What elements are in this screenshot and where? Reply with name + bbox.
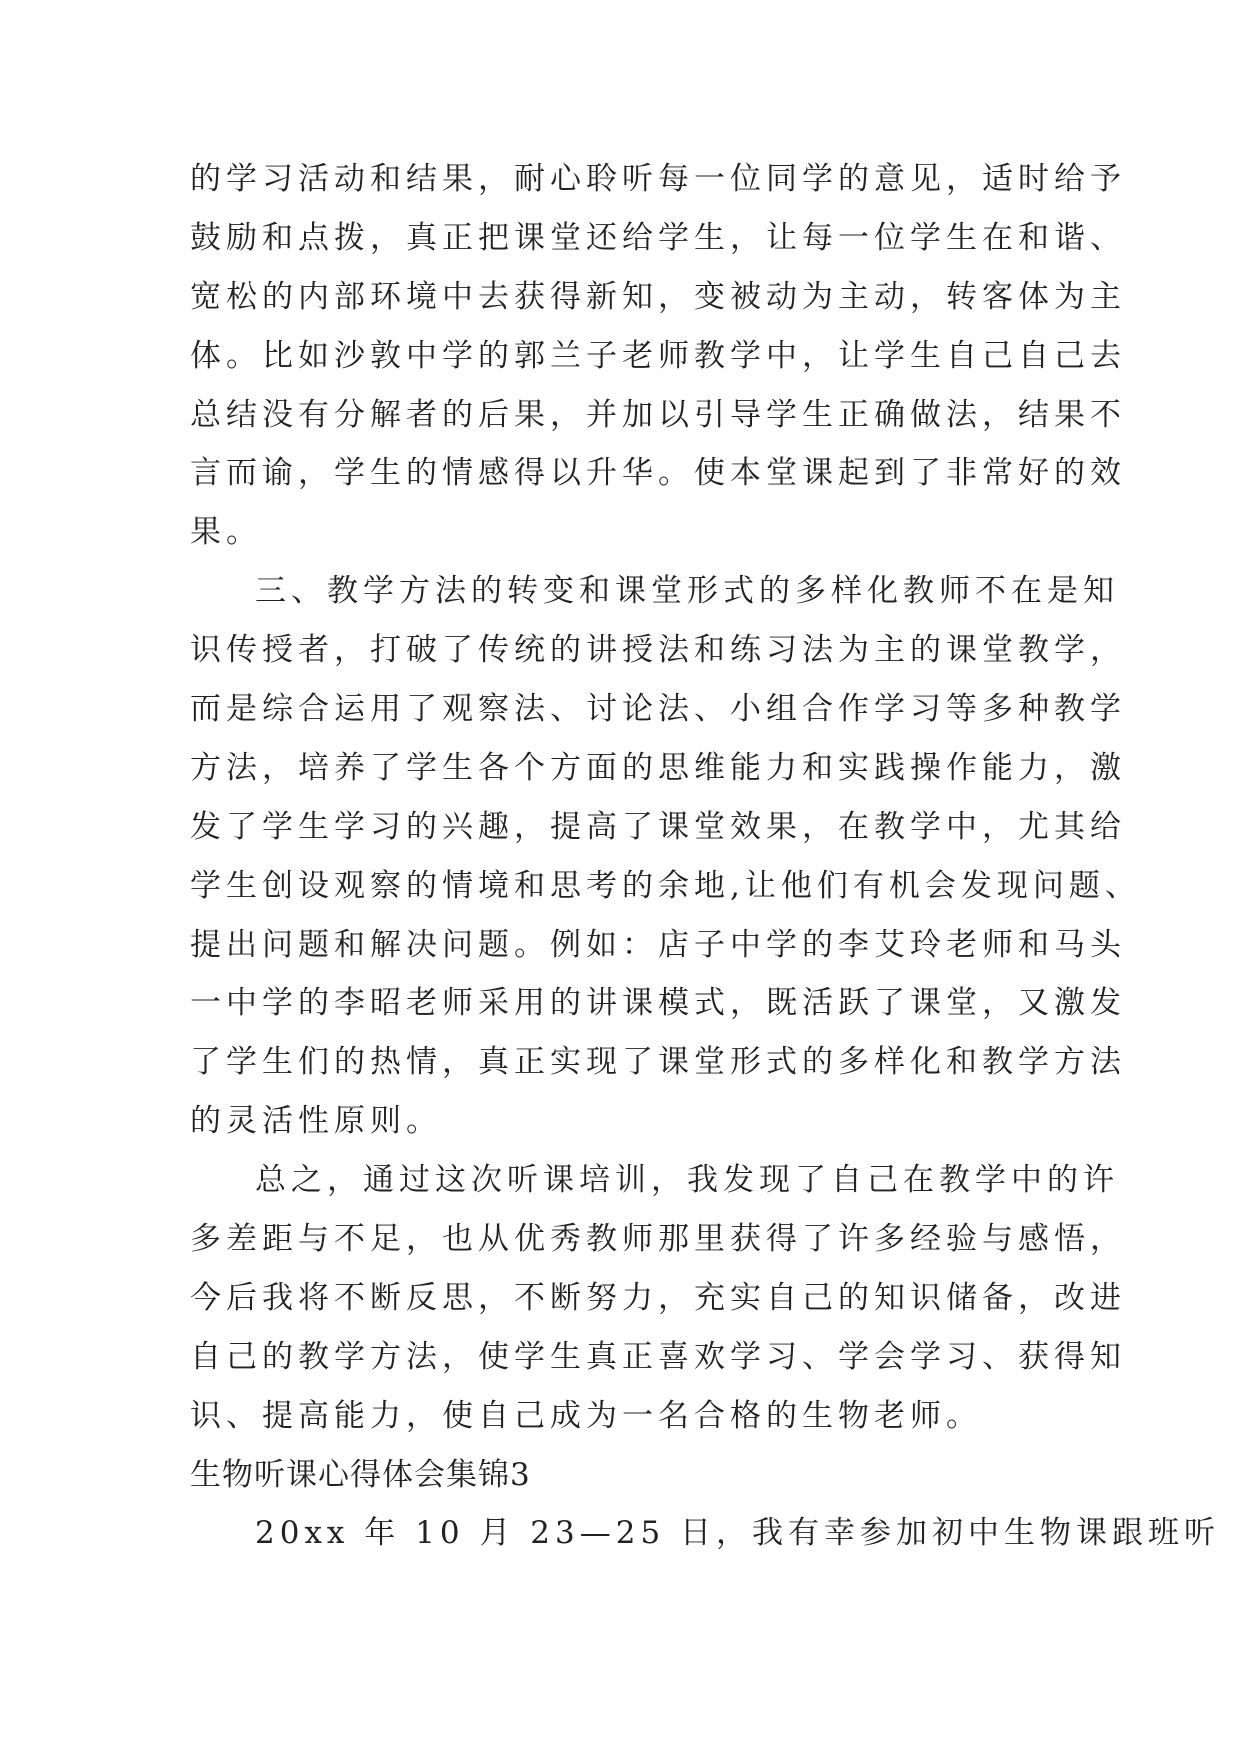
text-line: 果。 bbox=[190, 514, 262, 551]
text-line: 发了学生学习的兴趣，提高了课堂效果，在教学中，尤其给 bbox=[190, 808, 1126, 845]
text-line: 总结没有分解者的后果，并加以引导学生正确做法，结果不 bbox=[190, 396, 1126, 433]
text-line: 方法，培养了学生各个方面的思维能力和实践操作能力，激 bbox=[190, 749, 1126, 786]
text-line: 而是综合运用了观察法、讨论法、小组合作学习等多种教学 bbox=[190, 691, 1126, 728]
text-line: 了学生们的热情，真正实现了课堂形式的多样化和教学方法 bbox=[190, 1044, 1126, 1081]
text-line: 言而谕，学生的情感得以升华。使本堂课起到了非常好的效 bbox=[190, 455, 1126, 492]
paragraph-start-line: 20xx 年 10 月 23—25 日，我有幸参加初中生物课跟班听 bbox=[255, 1515, 1221, 1552]
text-line: 今后我将不断反思，不断努力，充实自己的知识储备，改进 bbox=[190, 1279, 1126, 1316]
paragraph-start-line: 三、教学方法的转变和课堂形式的多样化教师不在是知 bbox=[255, 573, 1119, 610]
text-line: 的学习活动和结果，耐心聆听每一位同学的意见，适时给予 bbox=[190, 161, 1126, 197]
text-line: 识传授者，打破了传统的讲授法和练习法为主的课堂教学， bbox=[190, 632, 1126, 669]
text-line: 识、提高能力，使自己成为一名合格的生物老师。 bbox=[190, 1397, 982, 1434]
text-line: 提出问题和解决问题。例如：店子中学的李艾玲老师和马头 bbox=[190, 926, 1126, 963]
section-heading: 生物听课心得体会集锦3 bbox=[190, 1456, 531, 1493]
text-line: 一中学的李昭老师采用的讲课模式，既活跃了课堂，又激发 bbox=[190, 985, 1126, 1022]
paragraph-start-line: 总之，通过这次听课培训，我发现了自己在教学中的许 bbox=[255, 1162, 1119, 1199]
text-line: 鼓励和点拨，真正把课堂还给学生，让每一位学生在和谐、 bbox=[190, 219, 1126, 256]
text-line: 自己的教学方法，使学生真正喜欢学习、学会学习、获得知 bbox=[190, 1338, 1126, 1375]
text-line: 多差距与不足，也从优秀教师那里获得了许多经验与感悟， bbox=[190, 1221, 1126, 1258]
text-line: 体。比如沙敦中学的郭兰子老师教学中，让学生自己自己去 bbox=[190, 337, 1126, 374]
document-body bbox=[190, 150, 1221, 1563]
text-line: 宽松的内部环境中去获得新知，变被动为主动，转客体为主 bbox=[190, 278, 1126, 315]
text-line: 的灵活性原则。 bbox=[190, 1103, 442, 1140]
text-line: 学生创设观察的情境和思考的余地,让他们有机会发现问题、 bbox=[190, 867, 1141, 904]
